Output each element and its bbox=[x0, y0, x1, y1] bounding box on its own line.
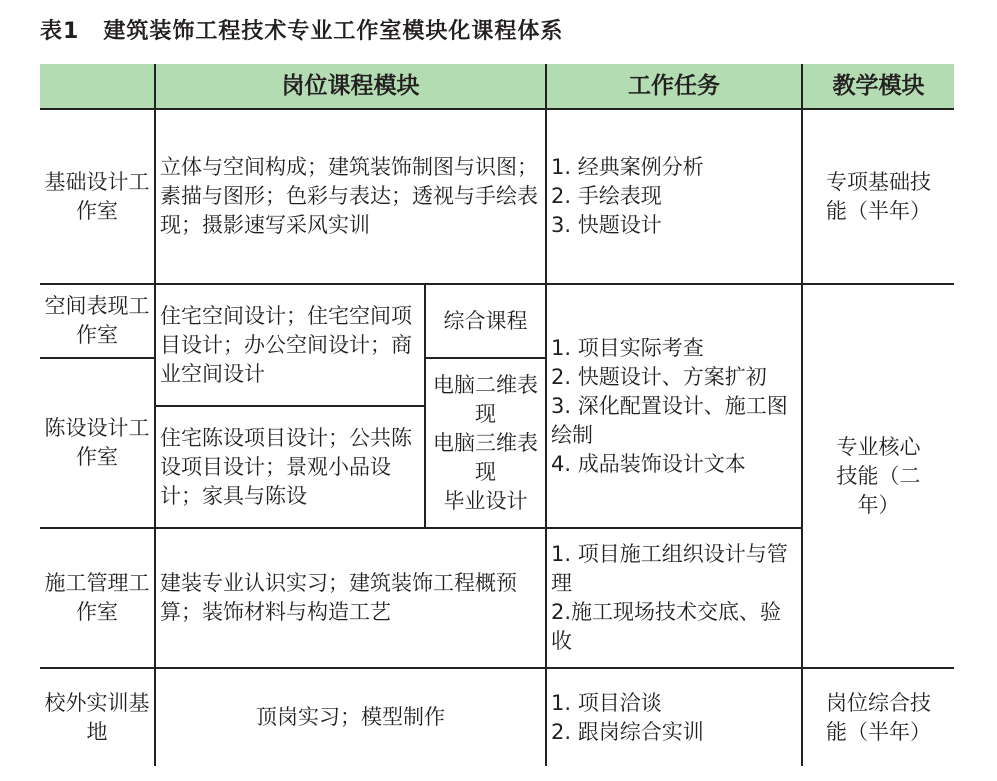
task-item: 2.施工现场技术交底、验收 bbox=[551, 600, 782, 653]
header-tasks: 工作任务 bbox=[546, 64, 802, 109]
task-item: 1. 项目洽谈 bbox=[551, 690, 662, 715]
task-item: 1. 项目施工组织设计与管理 bbox=[551, 542, 788, 595]
courses-construction: 建装专业认识实习；建筑装饰工程概预算；装饰材料与构造工艺 bbox=[155, 528, 546, 668]
header-row bbox=[40, 64, 954, 109]
courses-display: 住宅陈设项目设计；公共陈设项目设计；景观小品设计；家具与陈设 bbox=[155, 406, 425, 528]
header-courses: 岗位课程模块 bbox=[155, 64, 546, 109]
task-item: 2. 快题设计、方案扩初 bbox=[551, 364, 767, 389]
task-item: 4. 成品装饰设计文本 bbox=[551, 451, 746, 476]
studio-display: 陈设设计工作室 bbox=[40, 358, 155, 528]
table-caption bbox=[40, 14, 563, 45]
studio-basic: 基础设计工作室 bbox=[40, 109, 155, 284]
module-external: 岗位综合技能（半年） bbox=[802, 668, 954, 766]
integrated-course-label: 综合课程 bbox=[425, 284, 546, 358]
header-blank bbox=[40, 64, 155, 109]
task-item: 2. 跟岗综合实训 bbox=[551, 719, 704, 744]
integrated-courses bbox=[425, 358, 546, 528]
task-item: 1. 经典案例分析 bbox=[551, 155, 704, 179]
tasks-external bbox=[546, 668, 802, 766]
integrated-item: 电脑三维表现 bbox=[433, 430, 538, 484]
courses-space: 住宅空间设计；住宅空间项目设计；办公空间设计；商业空间设计 bbox=[155, 284, 425, 406]
courses-external: 顶岗实习；模型制作 bbox=[155, 668, 546, 766]
task-item: 3. 快题设计 bbox=[551, 213, 662, 237]
integrated-item: 毕业设计 bbox=[443, 488, 528, 513]
module-core: 专业核心技能（二年） bbox=[802, 284, 954, 668]
studio-construction: 施工管理工作室 bbox=[40, 528, 155, 668]
table-row bbox=[40, 284, 954, 358]
header-teaching: 教学模块 bbox=[802, 64, 954, 109]
table-number: 表1 bbox=[40, 19, 80, 44]
task-item: 2. 手绘表现 bbox=[551, 184, 662, 208]
integrated-item: 电脑二维表现 bbox=[433, 372, 538, 426]
tasks-space-display bbox=[546, 284, 802, 528]
studio-external: 校外实训基地 bbox=[40, 668, 155, 766]
task-item: 1. 项目实际考查 bbox=[551, 335, 704, 360]
task-item: 3. 深化配置设计、施工图绘制 bbox=[551, 393, 788, 447]
table-row bbox=[40, 109, 954, 284]
courses-basic: 立体与空间构成；建筑装饰制图与识图；素描与图形；色彩与表达；透视与手绘表现；摄影速写采风实训 bbox=[155, 109, 546, 284]
curriculum-table bbox=[40, 64, 954, 766]
studio-space: 空间表现工作室 bbox=[40, 284, 155, 358]
table-title: 建筑装饰工程技术专业工作室模块化课程体系 bbox=[103, 19, 564, 44]
table-row bbox=[40, 668, 954, 766]
module-basic: 专项基础技能（半年） bbox=[802, 109, 954, 284]
tasks-basic bbox=[546, 109, 802, 284]
tasks-construction bbox=[546, 528, 802, 668]
